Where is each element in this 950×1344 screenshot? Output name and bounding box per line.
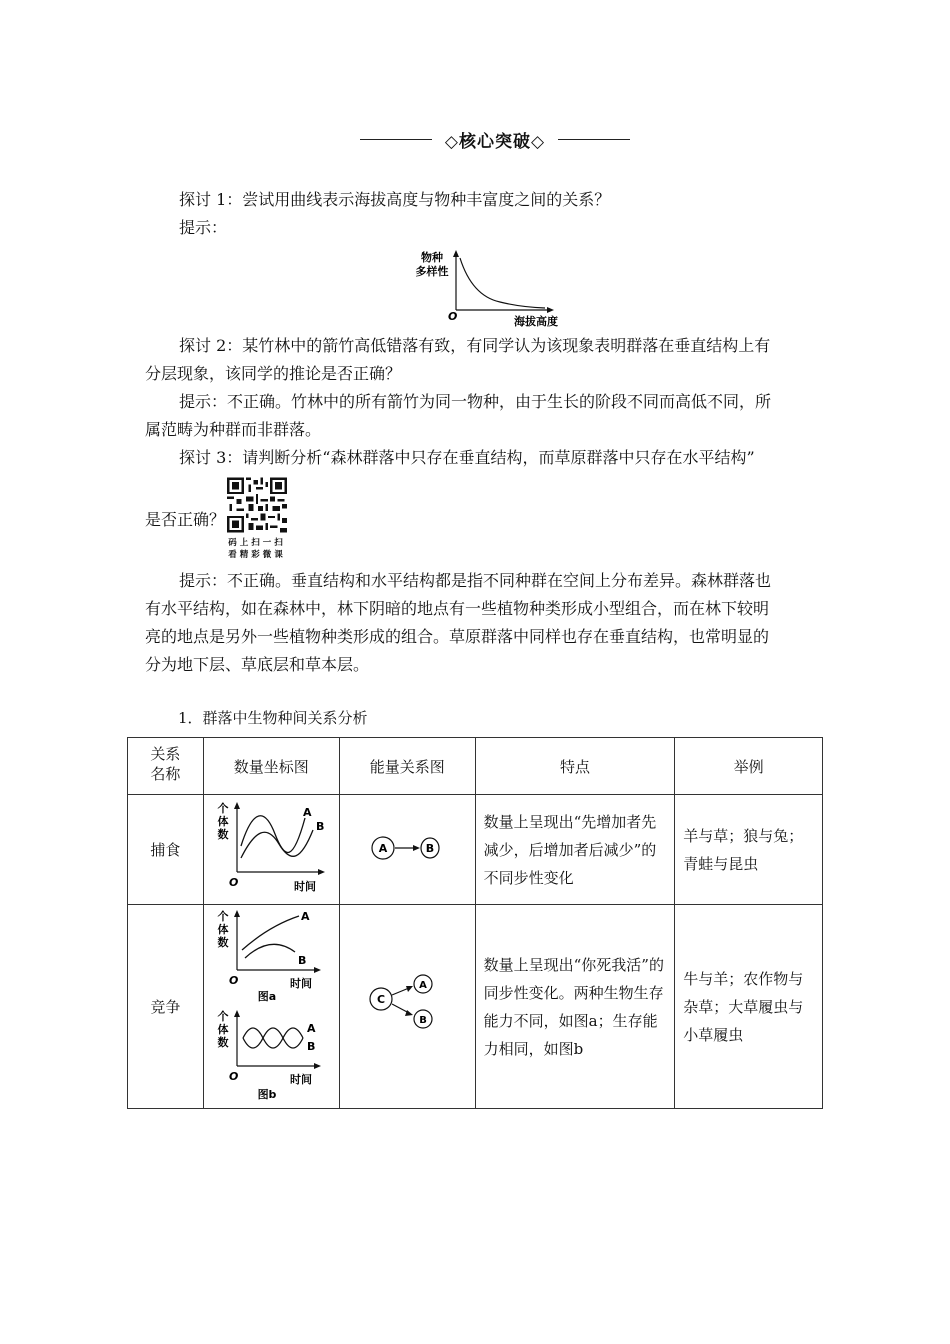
- pred-ylabel-3: 数: [217, 827, 229, 841]
- qr-code-block[interactable]: [227, 477, 287, 561]
- comp-a-label-a: A: [301, 909, 310, 923]
- predation-energy-diagram: [367, 828, 447, 868]
- graph1-origin: O: [448, 310, 458, 323]
- header-graph: 数量坐标图: [203, 738, 339, 795]
- header-rule-right: [558, 139, 630, 140]
- comp-b-origin: O: [229, 1069, 239, 1083]
- table-row-predation: [128, 795, 823, 905]
- row-competition-example: 牛与羊；农作物与杂草；大草履虫与小草履虫: [683, 969, 804, 1044]
- comp-energy-b: B: [419, 1014, 428, 1026]
- row-competition-energy-cell: [339, 905, 475, 1109]
- comp-energy-c: C: [377, 992, 386, 1006]
- qr-caption-2: 看精彩微课: [228, 550, 286, 560]
- predation-population-graph: [209, 800, 333, 896]
- pred-ylabel-1: 个: [217, 801, 229, 815]
- pred-energy-b: B: [426, 841, 435, 855]
- altitude-diversity-graph: [410, 248, 570, 330]
- graph1-xlabel: 海拔高度: [514, 315, 558, 328]
- comp-a-ylabel-2: 体: [217, 922, 229, 936]
- qr-caption-1: 码上扫一扫: [228, 538, 286, 548]
- pred-label-b: B: [316, 819, 325, 833]
- comp-a-ylabel-3: 数: [217, 935, 229, 949]
- table-header-row: [128, 738, 823, 795]
- discussion-1-hint-label: 提示：: [179, 218, 228, 237]
- discussion-3-question: [145, 444, 810, 472]
- comp-fig-b: 图b: [257, 1087, 277, 1101]
- comp-a-label-b: B: [298, 953, 307, 967]
- comp-a-xlabel: 时间: [290, 976, 313, 990]
- section-1-title: 1．群落中生物种间关系分析: [178, 709, 368, 727]
- pred-origin: O: [229, 875, 239, 889]
- qr-code-icon[interactable]: [227, 477, 287, 533]
- section-header-title: ◇核心突破◇: [444, 132, 546, 152]
- comp-b-label-b: B: [307, 1039, 316, 1053]
- discussion-2-answer-1: 提示：不正确。竹林中的所有箭竹为同一物种，由于生长的阶段不同而高低不同，所: [179, 392, 772, 411]
- comp-b-xlabel: 时间: [290, 1072, 313, 1086]
- row-predation-example-cell: [675, 795, 823, 905]
- comp-b-curve-a: [243, 1028, 303, 1048]
- header-rule-left: [360, 139, 432, 140]
- row-predation-feature: 数量上呈现出“先增加者先减少，后增加者后减少”的不同步性变化: [483, 812, 657, 887]
- pred-ylabel-2: 体: [217, 814, 229, 828]
- comp-energy-a: A: [419, 979, 428, 991]
- pred-label-a: A: [303, 805, 312, 819]
- pred-curve-b: [241, 830, 313, 858]
- comp-fig-a: 图a: [258, 989, 277, 1003]
- header-relation-name-2: 名称: [150, 765, 181, 783]
- header-feature: 特点: [475, 738, 675, 795]
- row-competition-feature: 数量上呈现出“你死我活”的同步性变化。两种生物生存能力不同，如图a；生存能力相同，如图b: [483, 955, 664, 1058]
- row-competition-graph-cell: [203, 905, 339, 1109]
- graph1-curve: [460, 258, 545, 308]
- graph1-ylabel-2: 多样性: [415, 265, 449, 278]
- row-competition-feature-cell: [475, 905, 675, 1109]
- competition-graph-b: [218, 1009, 322, 1101]
- row-predation-feature-cell: [475, 795, 675, 905]
- table-row-competition: [128, 905, 823, 1109]
- row-competition-name: 竞争: [128, 905, 204, 1109]
- discussion-3-answer: [145, 567, 810, 679]
- graph1-ylabel-1: 物种: [421, 251, 443, 264]
- discussion-3-question-1: 探讨 3：请判断分析“森林群落中只存在垂直结构，而草原群落中只存在水平结构”: [179, 448, 755, 467]
- discussion-2-question-2: 分层现象，该同学的推论是否正确？: [145, 364, 402, 383]
- pred-curve-a: [241, 815, 305, 852]
- discussion-3-question-2: 是否正确？: [145, 510, 226, 529]
- discussion-2-answer-2: 属范畴为种群而非群落。: [145, 420, 322, 439]
- row-predation-graph-cell: [203, 795, 339, 905]
- header-energy: 能量关系图: [339, 738, 475, 795]
- header-relation-name: [128, 738, 204, 795]
- discussion-3-answer-3: 亮的地点是另外一些植物种类形成的组合。草原群落中同样也存在垂直结构，也常明显的: [145, 627, 770, 646]
- comp-a-origin: O: [229, 973, 239, 987]
- competition-graph-a: [218, 909, 322, 1003]
- comp-a-curve-b: [245, 944, 295, 958]
- discussion-3-answer-1: 提示：不正确。垂直结构和水平结构都是指不同种群在空间上分布差异。森林群落也: [179, 571, 772, 590]
- section-header: [360, 127, 630, 153]
- row-predation-name: 捕食: [128, 795, 204, 905]
- comp-b-ylabel-3: 数: [217, 1035, 229, 1049]
- comp-b-curve-b: [243, 1028, 303, 1048]
- discussion-1-question: 探讨 1：尝试用曲线表示海拔高度与物种丰富度之间的关系？: [179, 190, 611, 209]
- pred-energy-a: A: [378, 841, 388, 855]
- discussion-3-answer-4: 分为地下层、草底层和草本层。: [145, 655, 370, 674]
- competition-population-graphs: [209, 908, 333, 1102]
- pred-xlabel: 时间: [294, 879, 317, 893]
- discussion-2: [145, 332, 810, 444]
- discussion-1: [145, 186, 810, 242]
- comp-b-ylabel-2: 体: [217, 1022, 229, 1036]
- header-example: 举例: [675, 738, 823, 795]
- header-relation-name-1: 关系: [150, 745, 181, 763]
- row-predation-example: 羊与草；狼与兔；青蛙与昆虫: [683, 826, 804, 873]
- relationship-table: [127, 737, 823, 1109]
- comp-a-ylabel-1: 个: [217, 909, 229, 923]
- discussion-3-answer-2: 有水平结构，如在森林中，林下阴暗的地点有一些植物种类形成小型组合，而在林下较明: [145, 599, 770, 618]
- discussion-2-question-1: 探讨 2：某竹林中的箭竹高低错落有致，有同学认为该现象表明群落在垂直结构上有: [179, 336, 771, 355]
- row-predation-energy-cell: [339, 795, 475, 905]
- row-competition-example-cell: [675, 905, 823, 1109]
- competition-energy-diagram: [367, 973, 447, 1037]
- comp-b-label-a: A: [307, 1021, 316, 1035]
- comp-b-ylabel-1: 个: [217, 1009, 229, 1023]
